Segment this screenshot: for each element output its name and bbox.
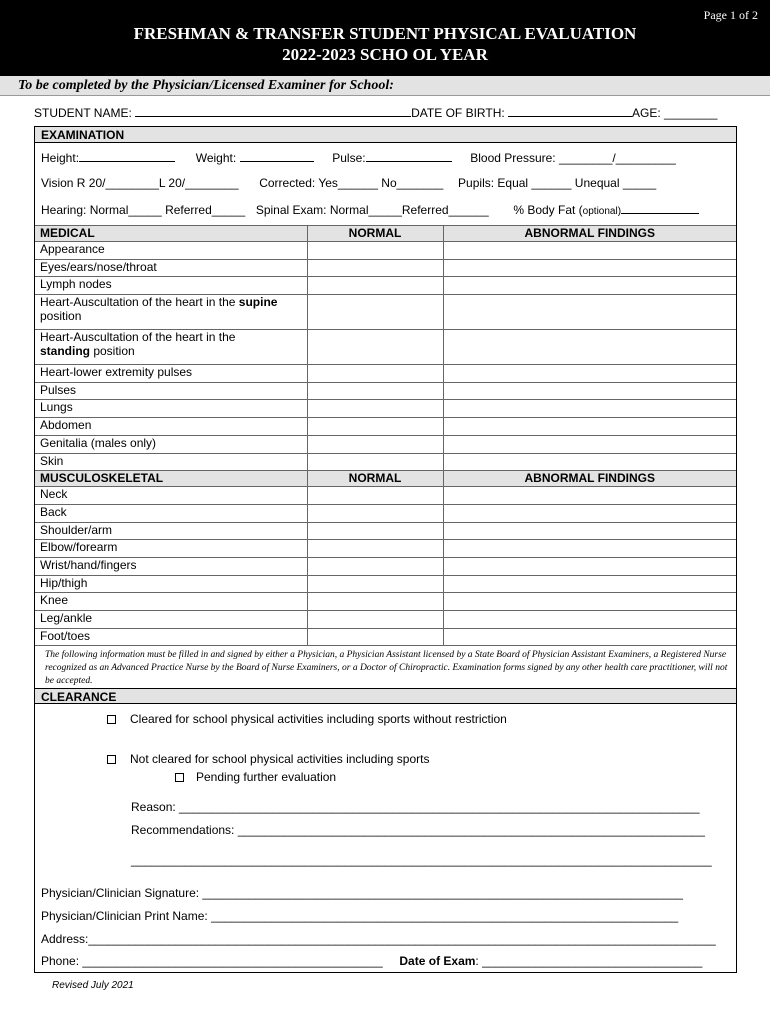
page-number: Page 1 of 2 <box>703 8 758 22</box>
table-row <box>35 242 736 260</box>
abnormal-cell[interactable] <box>443 435 736 453</box>
table-row <box>35 628 736 646</box>
row-label: Appearance <box>35 242 307 260</box>
not-cleared-option[interactable] <box>107 752 429 766</box>
normal-cell[interactable] <box>307 400 443 418</box>
student-name-field[interactable] <box>135 106 411 117</box>
table-row <box>35 259 736 277</box>
age-label[interactable]: AGE: ________ <box>632 106 718 120</box>
abnormal-cell[interactable] <box>443 453 736 471</box>
table-row <box>35 504 736 522</box>
row-label: Elbow/forearm <box>35 540 307 558</box>
abnormal-cell[interactable] <box>443 557 736 575</box>
cleared-label: Cleared for school physical activities including sports without restriction <box>130 712 507 726</box>
row-label: Foot/toes <box>35 628 307 646</box>
row-label: Shoulder/arm <box>35 522 307 540</box>
abnormal-cell[interactable] <box>443 522 736 540</box>
table-row <box>35 487 736 505</box>
abnormal-cell[interactable] <box>443 382 736 400</box>
table-row <box>35 453 736 471</box>
normal-cell[interactable] <box>307 593 443 611</box>
body-fat-field[interactable] <box>621 203 699 214</box>
normal-cell[interactable] <box>307 557 443 575</box>
pending-option[interactable] <box>175 770 336 784</box>
row-label: Heart-Auscultation of the heart in the standing position <box>35 330 307 365</box>
abnormal-cell[interactable] <box>443 575 736 593</box>
abnormal-cell[interactable] <box>443 277 736 295</box>
normal-cell[interactable] <box>307 365 443 383</box>
table-row <box>35 575 736 593</box>
musculoskeletal-table-header <box>35 471 736 487</box>
table-row <box>35 277 736 295</box>
medical-table-header <box>35 226 736 242</box>
address-field[interactable]: Address:______________________________________________________________________________________________ <box>41 932 716 946</box>
row-label: Lymph nodes <box>35 277 307 295</box>
normal-cell[interactable] <box>307 522 443 540</box>
pulse-label: Pulse: <box>332 151 366 165</box>
normal-cell[interactable] <box>307 628 443 646</box>
student-name-label: STUDENT NAME: <box>34 106 132 120</box>
normal-cell[interactable] <box>307 242 443 260</box>
cleared-option[interactable] <box>107 712 507 726</box>
vision-line <box>41 176 656 190</box>
dob-label: DATE OF BIRTH: <box>411 106 505 120</box>
student-info-line <box>34 106 717 120</box>
reason-field[interactable]: Reason: ______________________________________________________________________________ <box>131 800 700 814</box>
row-label: Back <box>35 504 307 522</box>
phone-field[interactable]: Phone: _____________________________________________ <box>41 954 383 968</box>
phone-date-line <box>41 954 702 968</box>
page-header <box>0 0 770 76</box>
pending-checkbox[interactable] <box>175 773 184 782</box>
normal-cell[interactable] <box>307 504 443 522</box>
table-row <box>35 382 736 400</box>
row-label: Heart-lower extremity pulses <box>35 365 307 383</box>
row-label: Skin <box>35 453 307 471</box>
table-row <box>35 295 736 330</box>
normal-column-header: NORMAL <box>307 471 443 487</box>
signature-field[interactable]: Physician/Clinician Signature: ________________________________________________________________________ <box>41 886 683 900</box>
row-label: Knee <box>35 593 307 611</box>
table-row <box>35 522 736 540</box>
page-title: FRESHMAN & TRANSFER STUDENT PHYSICAL EVALUATION <box>133 24 637 43</box>
musculoskeletal-column-header: MUSCULOSKELETAL <box>35 471 307 487</box>
normal-cell[interactable] <box>307 295 443 330</box>
row-label: Wrist/hand/fingers <box>35 557 307 575</box>
normal-cell[interactable] <box>307 259 443 277</box>
normal-cell[interactable] <box>307 435 443 453</box>
abnormal-cell[interactable] <box>443 400 736 418</box>
normal-cell[interactable] <box>307 277 443 295</box>
vitals-line <box>41 151 676 165</box>
table-row <box>35 330 736 365</box>
pupils-field[interactable]: Pupils: Equal ______ Unequal _____ <box>458 176 657 190</box>
row-label: Lungs <box>35 400 307 418</box>
abnormal-column-header: ABNORMAL FINDINGS <box>443 226 736 242</box>
normal-cell[interactable] <box>307 382 443 400</box>
dob-field[interactable] <box>508 106 632 117</box>
abnormal-cell[interactable] <box>443 593 736 611</box>
row-label: Genitalia (males only) <box>35 435 307 453</box>
pending-label: Pending further evaluation <box>196 770 337 784</box>
table-row <box>35 365 736 383</box>
optional-label: optional) <box>582 206 622 217</box>
normal-cell[interactable] <box>307 487 443 505</box>
school-year: 2022-2023 SCHO OL YEAR <box>282 45 488 64</box>
row-label: Neck <box>35 487 307 505</box>
row-label: Leg/ankle <box>35 611 307 629</box>
weight-field[interactable] <box>240 151 314 162</box>
normal-cell[interactable] <box>307 453 443 471</box>
normal-cell[interactable] <box>307 575 443 593</box>
abnormal-cell[interactable] <box>443 540 736 558</box>
recommendations-field[interactable]: Recommendations: ______________________________________________________________________ <box>131 823 705 837</box>
abnormal-cell[interactable] <box>443 295 736 330</box>
table-row <box>35 400 736 418</box>
signature-requirement-note: The following information must be filled in and signed by either a Physician, a Physician Assistant licensed by a State Board of Physician Assistant Examiners, a Registered Nurse recognized as an Advanced Practice Nurse by the Board of Nurse Examiners, or a Doctor of Chiropractic. Examination forms signed by any other health care practitioner, will not be accepted. <box>45 650 728 686</box>
normal-column-header: NORMAL <box>307 226 443 242</box>
print-name-field[interactable]: Physician/Clinician Print Name: ______________________________________________________________________ <box>41 909 679 923</box>
body-fat-label: % Body Fat ( <box>513 203 583 217</box>
recommendations-continued-field[interactable]: _______________________________________________________________________________________ <box>131 853 712 867</box>
table-row <box>35 435 736 453</box>
pulse-field[interactable] <box>366 151 452 162</box>
normal-cell[interactable] <box>307 330 443 365</box>
abnormal-cell[interactable] <box>443 487 736 505</box>
date-of-exam-label: Date of Exam <box>399 954 476 968</box>
abnormal-cell[interactable] <box>443 365 736 383</box>
blood-pressure-field[interactable]: Blood Pressure: ________/_________ <box>470 151 676 165</box>
hearing-field[interactable]: Hearing: Normal_____ Referred_____ <box>41 203 246 217</box>
normal-cell[interactable] <box>307 611 443 629</box>
table-row <box>35 557 736 575</box>
table-row <box>35 540 736 558</box>
medical-column-header: MEDICAL <box>35 226 307 242</box>
spinal-exam-field[interactable]: Spinal Exam: Normal_____Referred______ <box>255 203 489 217</box>
not-cleared-checkbox[interactable] <box>107 755 116 764</box>
revision-note: Revised July 2021 <box>52 980 134 991</box>
table-row <box>35 418 736 436</box>
height-field[interactable] <box>79 151 175 162</box>
hearing-line <box>41 203 699 217</box>
abnormal-cell[interactable] <box>443 242 736 260</box>
corrected-field[interactable]: Corrected: Yes______ No_______ <box>259 176 444 190</box>
normal-cell[interactable] <box>307 540 443 558</box>
abnormal-cell[interactable] <box>443 611 736 629</box>
normal-cell[interactable] <box>307 418 443 436</box>
row-label: Eyes/ears/nose/throat <box>35 259 307 277</box>
evaluation-form <box>34 126 737 973</box>
abnormal-cell[interactable] <box>443 628 736 646</box>
instructions-banner: To be completed by the Physician/Licensed Examiner for School: <box>0 76 770 96</box>
row-label: Hip/thigh <box>35 575 307 593</box>
clearance-header: CLEARANCE <box>35 688 736 704</box>
row-label: Pulses <box>35 382 307 400</box>
abnormal-cell[interactable] <box>443 418 736 436</box>
abnormal-cell[interactable] <box>443 259 736 277</box>
row-label: Heart-Auscultation of the heart in the supine position <box>35 295 307 330</box>
weight-label: Weight: <box>195 151 237 165</box>
not-cleared-label: Not cleared for school physical activities including sports <box>130 752 430 766</box>
table-row <box>35 593 736 611</box>
row-label: Abdomen <box>35 418 307 436</box>
table-row <box>35 611 736 629</box>
date-of-exam-field[interactable]: : _________________________________ <box>475 954 703 968</box>
abnormal-cell[interactable] <box>443 330 736 365</box>
cleared-checkbox[interactable] <box>107 715 116 724</box>
vision-field[interactable]: Vision R 20/________L 20/________ <box>41 176 239 190</box>
abnormal-cell[interactable] <box>443 504 736 522</box>
examination-header: EXAMINATION <box>35 127 736 143</box>
abnormal-column-header: ABNORMAL FINDINGS <box>443 471 736 487</box>
height-label: Height: <box>41 151 80 165</box>
medical-table <box>35 225 736 646</box>
